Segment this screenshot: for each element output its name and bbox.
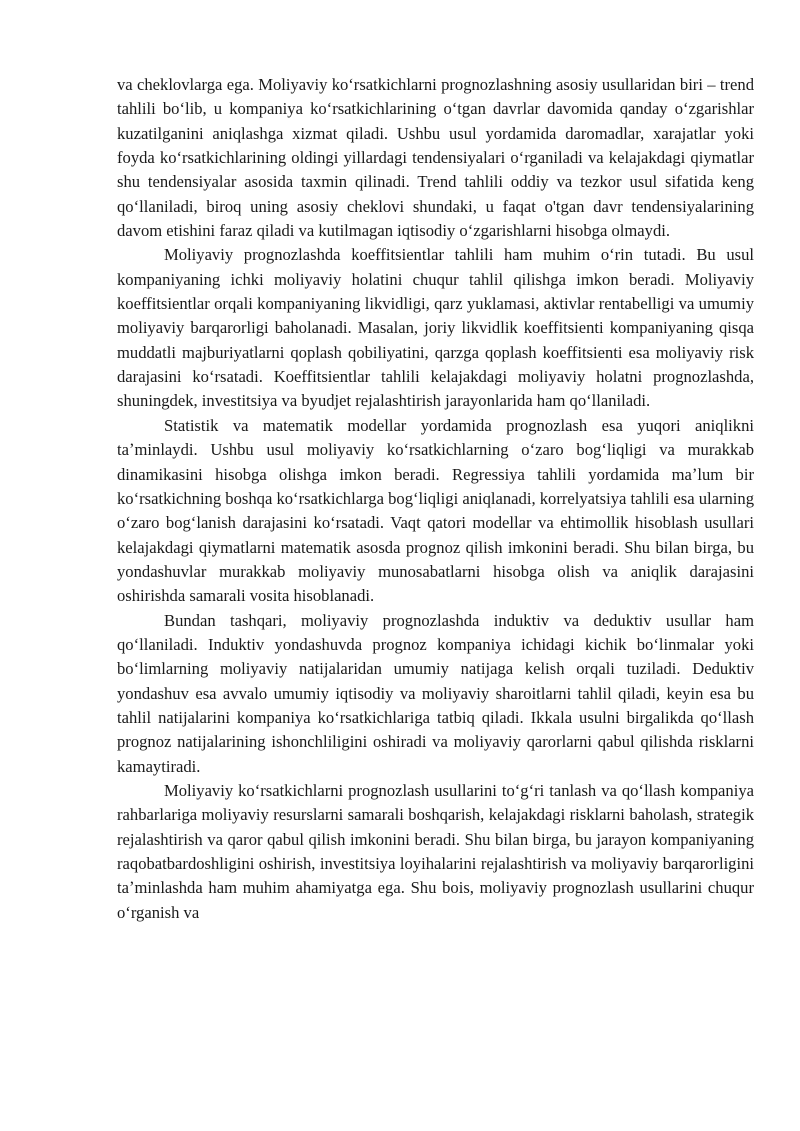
paragraph-method-selection: Moliyaviy koʻrsatkichlarni prognozlash usullarini toʻgʻri tanlash va qoʻllash kompaniya rahbarlariga moliyaviy resurslarni samarali boshqarish, kelajakdagi risklarni baholash, strategik rejalashtirish va qaror qabul qilish imkonini beradi. Shu bilan birga, bu jarayon kompaniyaning raqobatbardoshligini oshirish, investitsiya loyihalarini rejalashtirish va moliyaviy barqarorligini taʼminlashda ham muhim ahamiyatga ega. Shu bois, moliyaviy prognozlash usullarini chuqur oʻrganish va	[117, 780, 754, 922]
paragraph-ratio-analysis: Moliyaviy prognozlashda koeffitsientlar tahlili ham muhim oʻrin tutadi. Bu usul kompaniyaning ichki moliyaviy holatini chuqur tahlil qilishga imkon beradi. Moliyaviy koeffitsientlar orqali kompaniyaning likvidligi, qarz yuklamasi, aktivlar rentabelligi va umumiy moliyaviy barqarorligi baholanadi. Masalan, joriy likvidlik koeffitsienti kompaniyaning qisqa muddatli majburiyatlarni qoplash qobiliyatini, qarzga qoplash koeffitsienti esa moliyaviy risk darajasini koʻrsatadi. Koeffitsientlar tahlili kelajakdagi moliyaviy holatni prognozlashda, shuningdek, investitsiya va byudjet rejalashtirish jarayonlarida ham qoʻllaniladi.	[117, 245, 754, 411]
paragraph-statistical-models: Statistik va matematik modellar yordamida prognozlash esa yuqori aniqlikni taʼminlaydi. Ushbu usul moliyaviy koʻrsatkichlarning oʻzaro bogʻliqligi va murakkab dinamikasini hisobga olishga imkon beradi. Regressiya tahlili yordamida maʼlum bir koʻrsatkichning boshqa koʻrsatkichlarga bogʻliqligi aniqlanadi, korrelyatsiya tahlili esa ularning oʻzaro bogʻlanish darajasini koʻrsatadi. Vaqt qatori modellar va ehtimollik hisoblash usullari kelajakdagi qiymatlarni matematik asosda prognoz qilish imkonini beradi. Shu bilan birga, bu yondashuvlar murakkab moliyaviy munosabatlarni hisobga olish va aniqlik darajasini oshirishda samarali vosita hisoblanadi.	[117, 415, 755, 606]
paragraph-continuation: va cheklovlarga ega. Moliyaviy koʻrsatkichlarni prognozlashning asosiy usullaridan biri – trend tahlili boʻlib, u kompaniya koʻrsatkichlarining oʻtgan davrlar davomida qanday oʻzgarishlar kuzatilganini aniqlashga xizmat qiladi. Ushbu usul yordamida daromadlar, xarajatlar yoki foyda koʻrsatkichlarining oldingi yillardagi tendensiyalari oʻrganiladi va kelajakdagi qiymatlar shu tendensiyalar asosida taxmin qilinadi. Trend tahlili oddiy va tezkor usul sifatida keng qoʻllaniladi, biroq uning asosiy cheklovi shundaki, u faqat o'tgan davr tendensiyalarining davom etishini faraz qiladi va kutilmagan iqtisodiy oʻzgarishlarni hisobga olmaydi.	[117, 75, 754, 241]
paragraph-inductive-deductive: Bundan tashqari, moliyaviy prognozlashda induktiv va deduktiv usullar ham qoʻllaniladi. Induktiv yondashuvda prognoz kompaniya ichidagi kichik boʻlinmalar yoki boʻlimlarning moliyaviy natijalaridan umumiy natijaga kelish orqali tuziladi. Deduktiv yondashuv esa avvalo umumiy iqtisodiy va moliyaviy sharoitlarni tahlil qiladi, keyin esa bu tahlil natijalarini kompaniya koʻrsatkichlariga tatbiq qiladi. Ikkala usulni birgalikda qoʻllash prognoz natijalarining ishonchliligini oshiradi va moliyaviy qarorlarni qabul qilishda risklarni kamaytiradi.	[117, 610, 754, 776]
document-page	[117, 73, 754, 925]
